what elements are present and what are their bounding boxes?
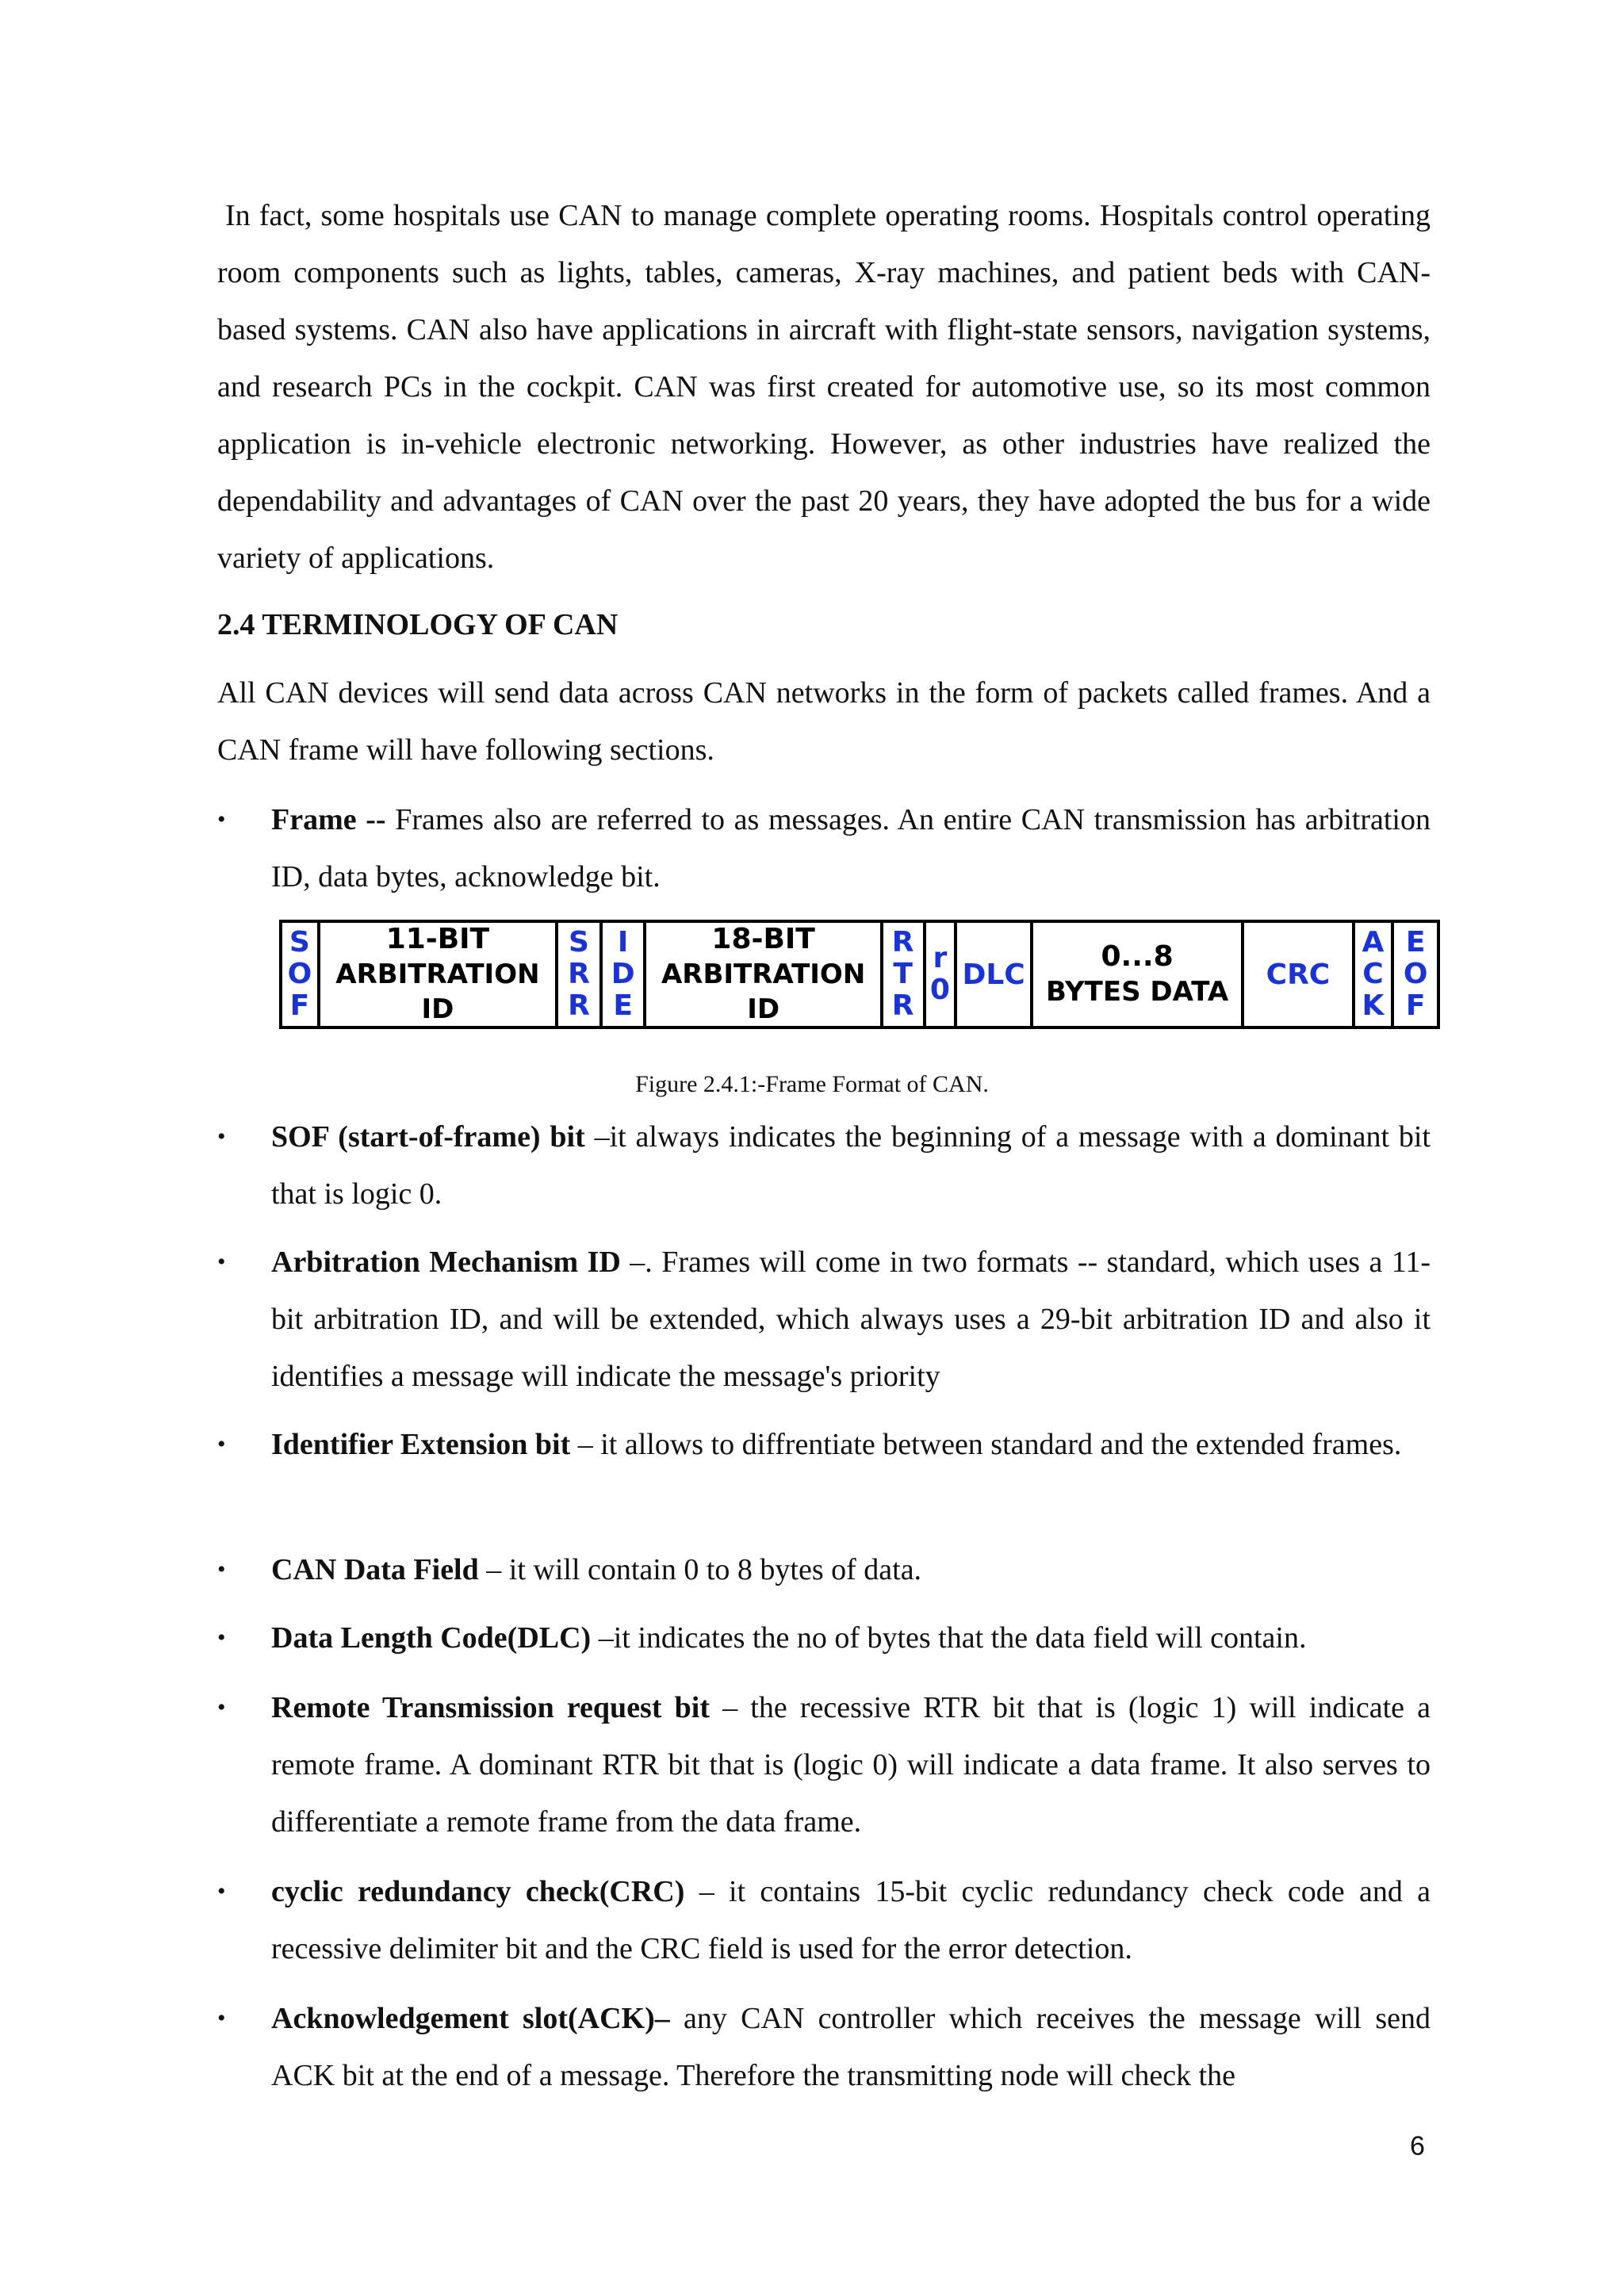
can-frame-diagram <box>279 920 1440 1029</box>
field-label-line2: ARBITRATION ID <box>661 959 866 1025</box>
field-letter: R <box>891 989 914 1022</box>
field-letter: F <box>1405 989 1426 1022</box>
list-item-text <box>271 1609 1431 1667</box>
term-description: – it will contain 0 to 8 bytes of data. <box>478 1553 922 1586</box>
page-number: 6 <box>1410 2131 1425 2161</box>
field-letter: K <box>1362 989 1385 1022</box>
paragraph-frames-intro: All CAN devices will send data across CAN networks in the form of packets called frames. And a CAN frame will have following sections. <box>217 676 1431 767</box>
field-letter: E <box>613 989 633 1022</box>
bullet-icon: • <box>217 1694 226 1720</box>
bullet-icon: • <box>217 806 226 832</box>
paragraph-hospitals: In fact, some hospitals use CAN to manage complete operating rooms. Hospitals control operating room components such as lights, tables, cameras, X-ray machines, and patient beds with CAN-based systems. CAN also have applications in aircraft with flight-state sensors, navigation systems, and research PCs in the cockpit. CAN was first created for automotive use, so its most common application is in-vehicle electronic networking. However, as other industries have realized the dependability and advantages of CAN over the past 20 years, they have adopted the bus for a wide variety of applications. <box>217 199 1431 575</box>
list-item-text <box>271 1234 1431 1405</box>
field-eof <box>1394 923 1437 1026</box>
term-description: –it indicates the no of bytes that the data field will contain. <box>591 1621 1307 1655</box>
term-description: Frames also are referred to as messages. An entire CAN transmission has arbitration ID, data bytes, acknowledge bit. <box>271 803 1431 894</box>
field-ack <box>1355 923 1395 1026</box>
list-item-arbitration <box>217 1234 1431 1405</box>
list-item-text <box>271 1679 1431 1850</box>
list-item-identifier-extension <box>217 1416 1431 1473</box>
list-item-text <box>271 1108 1431 1223</box>
list-item-crc <box>217 1863 1431 1977</box>
field-letter: r <box>933 942 948 974</box>
field-letter: O <box>287 958 312 990</box>
field-r0 <box>926 923 958 1026</box>
term-label: Data Length Code(DLC) <box>271 1621 592 1655</box>
field-label-line1: 11-BIT <box>385 923 490 955</box>
field-letter: 0 <box>929 974 950 1006</box>
section-heading: 2.4 TERMINOLOGY OF CAN <box>217 608 619 641</box>
field-11bit-arbitration-id <box>320 923 558 1026</box>
field-letter: E <box>1405 926 1426 959</box>
field-letter: A <box>1362 926 1385 959</box>
figure-caption: Figure 2.4.1:-Frame Format of CAN. <box>635 1071 989 1097</box>
term-description: –. Frames will come in two formats -- standard, which uses a 11-bit arbitration ID, and will be extended, which always uses a 29-bit arbitration ID and also it identifies a message will indicate the message's priority <box>271 1246 1431 1393</box>
field-letter: R <box>891 926 914 959</box>
bullet-icon: • <box>217 1556 226 1582</box>
term-description: –it always indicates the beginning of a message with a dominant bit that is logic 0. <box>271 1120 1431 1211</box>
term-label: cyclic redundancy check(CRC) <box>271 1875 685 1908</box>
list-item-rtr <box>217 1679 1431 1850</box>
bullet-icon: • <box>217 1249 226 1275</box>
list-item-text <box>271 1990 1431 2104</box>
field-dlc <box>957 923 1032 1026</box>
term-label: Identifier Extension bit <box>271 1428 571 1461</box>
bullet-icon: • <box>217 1431 226 1457</box>
field-letter: R <box>568 958 590 990</box>
field-letter: T <box>893 958 913 990</box>
field-label-line2: BYTES DATA <box>1045 976 1229 1008</box>
field-label-line2: ARBITRATION ID <box>335 959 540 1025</box>
bullet-icon: • <box>217 1624 226 1651</box>
field-ide <box>603 923 647 1026</box>
field-letter: F <box>289 989 310 1022</box>
term-label: Remote Transmission request bit <box>271 1691 710 1724</box>
bullet-icon: • <box>217 2005 226 2031</box>
list-item-ack <box>217 1990 1431 2104</box>
term-description: – the recessive RTR bit that is (logic 1) will indicate a remote frame. A dominant RTR bit that is (logic 0) will indicate a data frame. It also serves to differentiate a remote frame from the data frame. <box>271 1691 1431 1839</box>
list-item-text <box>271 1863 1431 1977</box>
field-letter: R <box>568 989 590 1022</box>
list-item-data-field <box>217 1541 1431 1598</box>
field-rtr <box>883 923 926 1026</box>
list-item-sof <box>217 1108 1431 1223</box>
list-item-text <box>271 791 1431 905</box>
field-letter: I <box>617 926 629 959</box>
list-item-text <box>271 1541 1431 1598</box>
field-label-line1: 18-BIT <box>711 923 815 955</box>
term-label: SOF (start-of-frame) bit <box>271 1120 585 1154</box>
list-item-text <box>271 1416 1431 1473</box>
bullet-icon: • <box>217 1878 226 1904</box>
field-label: DLC <box>962 958 1025 991</box>
term-description: any CAN controller which receives the message will send ACK bit at the end of a message. Therefore the transmitting node will check the <box>271 2002 1431 2092</box>
field-letter: S <box>568 926 589 959</box>
field-letter: S <box>289 926 310 959</box>
list-item-dlc <box>217 1609 1431 1667</box>
field-label: CRC <box>1266 958 1331 991</box>
bullet-icon: • <box>217 1123 226 1150</box>
term-description: – it contains 15-bit cyclic redundancy check code and a recessive delimiter bit and the CRC field is used for the error detection. <box>271 1875 1431 1965</box>
term-label: Frame -- <box>271 803 386 836</box>
field-letter: D <box>611 958 635 990</box>
field-letter: O <box>1403 958 1428 990</box>
term-label: CAN Data Field <box>271 1553 479 1586</box>
field-label-line1: 0...8 <box>1101 940 1174 973</box>
field-18bit-arbitration-id <box>646 923 883 1026</box>
term-label: Arbitration Mechanism ID <box>271 1246 621 1279</box>
list-item-frame <box>217 791 1431 905</box>
field-srr <box>558 923 603 1026</box>
term-description: – it allows to diffrentiate between standard and the extended frames. <box>570 1428 1402 1461</box>
field-sof <box>282 923 320 1026</box>
field-letter: C <box>1362 958 1384 990</box>
field-data-bytes <box>1033 923 1245 1026</box>
term-label: Acknowledgement slot(ACK)– <box>271 2002 670 2035</box>
field-crc <box>1244 923 1354 1026</box>
